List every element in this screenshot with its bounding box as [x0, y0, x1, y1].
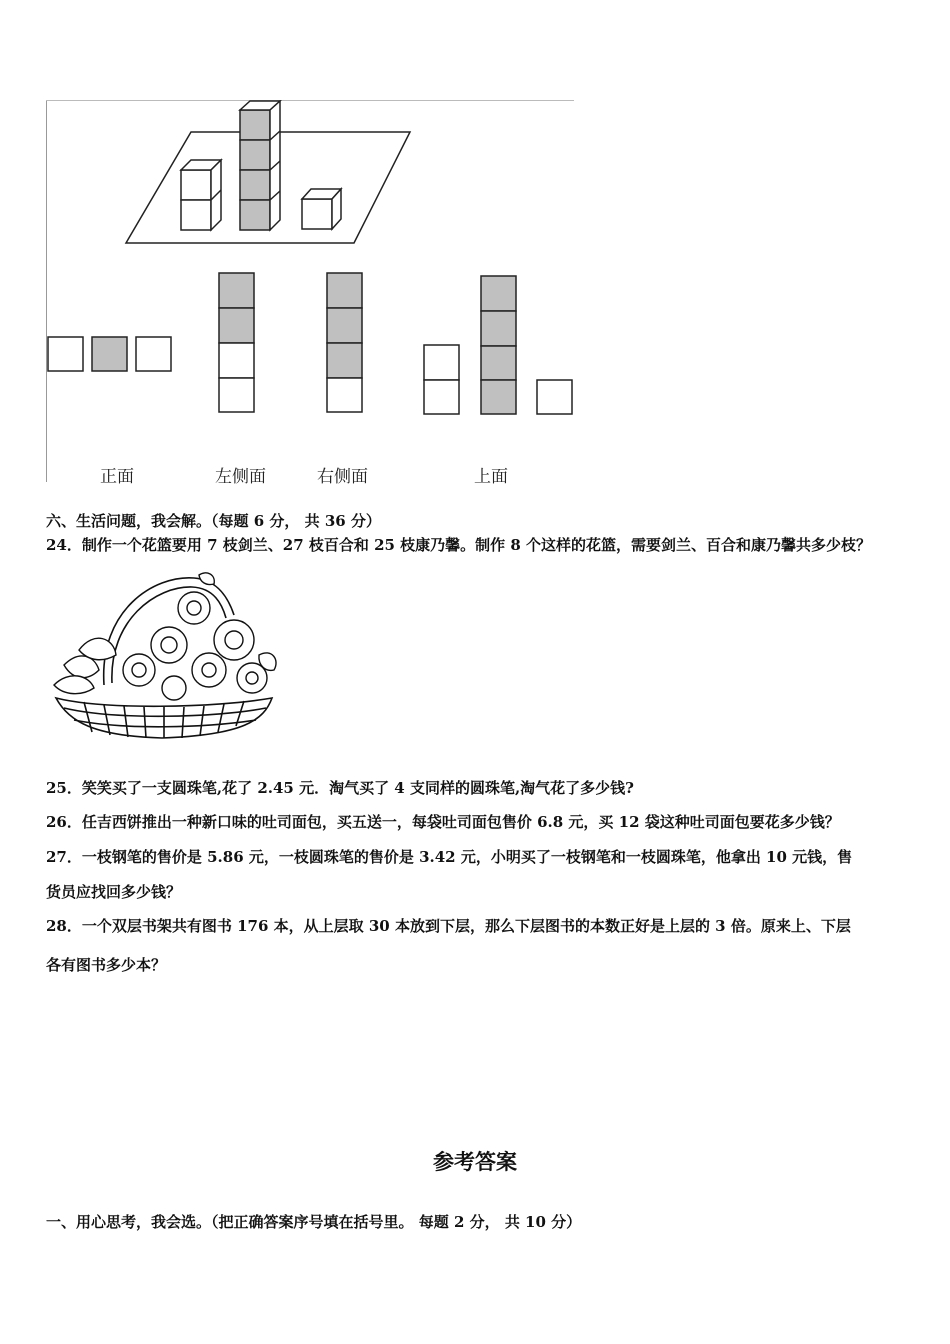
- question-26: 26．任吉西饼推出一种新口味的吐司面包，买五送一，每袋吐司面包售价 6.8 元，买 12 袋这种吐司面包要花多少钱？: [46, 813, 840, 831]
- label-right-view: 右侧面: [317, 467, 368, 487]
- block-views-figure: [46, 100, 574, 482]
- question-25: 25．笑笑买了一支圆珠笔,花了 2.45 元．淘气买了 4 支同样的圆珠笔,淘气花了多少钱?: [46, 779, 634, 797]
- front-view: [48, 337, 171, 371]
- cube-stack-middle: [240, 101, 280, 230]
- cube-stack-left: [181, 160, 221, 230]
- right-side-view: [327, 273, 362, 412]
- section-6-heading: 六、生活问题，我会解。（每题 6 分， 共 36 分）: [46, 512, 381, 530]
- top-view: [424, 276, 572, 414]
- answers-section-1-heading: 一、用心思考，我会选。（把正确答案序号填在括号里。 每题 2 分， 共 10 分）: [46, 1213, 582, 1231]
- question-24: 24．制作一个花篮要用 7 枝剑兰、27 枝百合和 25 枝康乃馨。制作 8 个这样的花篮，需要剑兰、百合和康乃馨共多少枝？: [46, 536, 872, 554]
- label-top-view: 上面: [474, 467, 508, 487]
- question-27-line-2: 货员应找回多少钱？: [46, 883, 182, 901]
- flower-basket-image: [44, 570, 280, 745]
- left-side-view: [219, 273, 254, 412]
- label-left-view: 左侧面: [215, 467, 266, 487]
- question-28-line-1: 28．一个双层书架共有图书 176 本，从上层取 30 本放到下层，那么下层图书的本数正好是上层的 3 倍。原来上、下层: [46, 917, 851, 935]
- cube-single-right: [302, 189, 341, 229]
- question-28-line-2: 各有图书多少本？: [46, 956, 167, 974]
- question-27-line-1: 27．一枝钢笔的售价是 5.86 元，一枝圆珠笔的售价是 3.42 元，小明买了一枝钢笔和一枝圆珠笔，他拿出 10 元钱，售: [46, 848, 853, 866]
- label-front-view: 正面: [100, 467, 134, 487]
- answers-title: 参考答案: [433, 1150, 517, 1174]
